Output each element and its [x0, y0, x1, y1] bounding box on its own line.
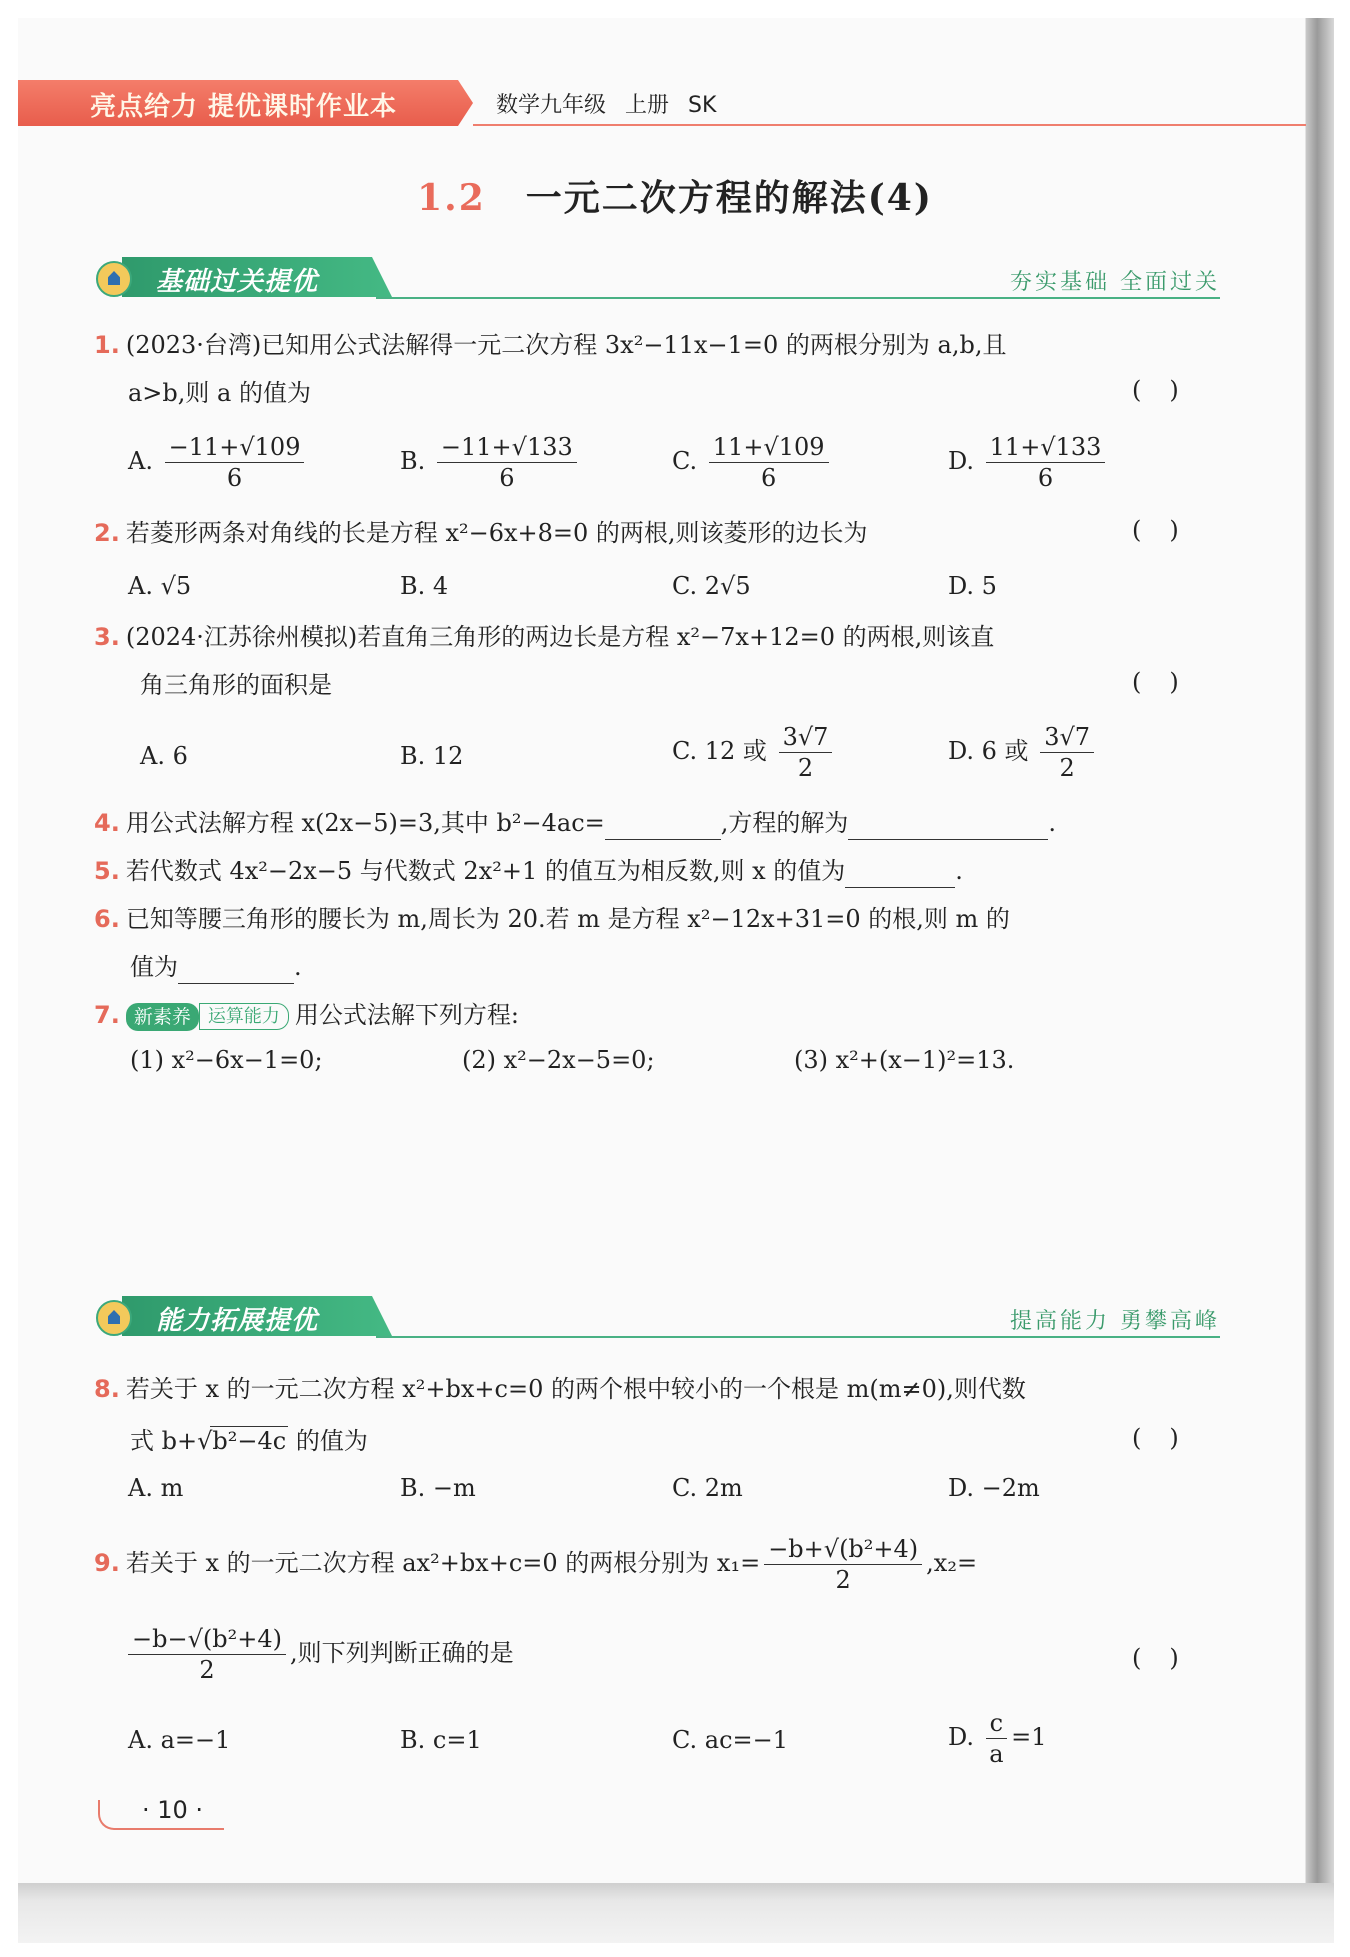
- denominator: a: [989, 1740, 1004, 1768]
- question-text: .: [955, 857, 963, 885]
- denominator: 2: [1059, 754, 1075, 782]
- fraction-x2: [128, 1624, 286, 1685]
- option-a: [128, 432, 308, 493]
- header-rule: [473, 124, 1306, 126]
- question-7: [94, 998, 1224, 1032]
- book-spine-shadow: [1306, 18, 1334, 1908]
- question-text: 式 b+: [130, 1427, 198, 1455]
- question-5: [94, 854, 1224, 888]
- numerator: −11+√133: [437, 432, 577, 463]
- numerator: c: [986, 1708, 1007, 1739]
- answer-blank[interactable]: [848, 814, 1048, 840]
- option-letter: B.: [400, 447, 426, 475]
- sub-question-3: (3) x²+(x−1)²=13.: [794, 1046, 1015, 1074]
- sub-question-2: (2) x²−2x−5=0;: [462, 1046, 655, 1074]
- option-d: [948, 1708, 1047, 1769]
- denominator: 2: [835, 1566, 851, 1594]
- advanced-section-label: 能力拓展提优: [156, 1306, 319, 1336]
- page-footer: [98, 1796, 228, 1830]
- numerator: 3√7: [779, 722, 833, 753]
- page-header: [18, 80, 1306, 126]
- header-series-title: 亮点给力 提优课时作业本: [90, 92, 398, 122]
- answer-paren: (): [1132, 1424, 1207, 1452]
- option-a: A. 6: [140, 742, 188, 770]
- option-a: A. √5: [128, 572, 192, 600]
- fraction: [165, 432, 305, 493]
- question-number: 1.: [94, 331, 120, 359]
- option-text: D. 6 或: [948, 737, 1029, 765]
- option-c: [672, 432, 833, 493]
- option-b: B. 4: [400, 572, 449, 600]
- question-text: 用公式法解方程 x(2x−5)=3,其中 b²−4ac=: [125, 809, 605, 837]
- answer-blank[interactable]: [845, 862, 955, 888]
- question-number: 5.: [94, 857, 120, 885]
- question-number: 2.: [94, 519, 120, 547]
- answer-blank[interactable]: [605, 814, 721, 840]
- question-1-line1: [94, 328, 1224, 362]
- denominator: 6: [1037, 464, 1054, 492]
- denominator: 6: [226, 464, 243, 492]
- option-a: A. m: [128, 1474, 184, 1502]
- radical-sign: √: [197, 1427, 213, 1455]
- option-b: B. c=1: [400, 1726, 482, 1754]
- footer-rule: [118, 1828, 224, 1830]
- fraction: [986, 1708, 1007, 1769]
- fraction: [986, 432, 1106, 493]
- numerator: −11+√109: [165, 432, 305, 463]
- header-subject: 数学九年级 上册 SK: [496, 93, 717, 118]
- numerator: −b+√(b²+4): [764, 1534, 922, 1565]
- question-9-line1: [94, 1534, 1224, 1595]
- question-text: 的值为: [288, 1427, 368, 1455]
- denominator: 2: [797, 754, 814, 782]
- fraction: [779, 722, 833, 783]
- question-6-line1: [94, 902, 1224, 936]
- question-8-line1: [94, 1372, 1224, 1406]
- question-text: (2023·台湾)已知用公式法解得一元二次方程 3x²−11x−1=0 的两根分别为 a,b,且: [125, 331, 1007, 359]
- option-letter: A.: [128, 447, 153, 475]
- question-text: 值为: [130, 953, 178, 981]
- section-rule: [376, 1336, 1220, 1338]
- denominator: 2: [199, 1656, 215, 1684]
- question-text: (2024·江苏徐州模拟)若直角三角形的两边长是方程 x²−7x+12=0 的两根,则该直: [125, 623, 995, 651]
- fraction: [709, 432, 829, 493]
- option-c: C. ac=−1: [672, 1726, 789, 1754]
- radicand: b²−4c: [212, 1427, 287, 1455]
- question-number: 8.: [94, 1375, 120, 1403]
- option-letter: C.: [672, 447, 698, 475]
- answer-paren: (): [1132, 516, 1207, 544]
- fraction: [1040, 722, 1094, 783]
- question-text: 已知等腰三角形的腰长为 m,周长为 20.若 m 是方程 x²−12x+31=0 的根,则 m 的: [125, 905, 1010, 933]
- option-a: A. a=−1: [128, 1726, 231, 1754]
- option-d: D. −2m: [948, 1474, 1040, 1502]
- sub-question-1: (1) x²−6x−1=0;: [130, 1046, 323, 1074]
- numerator: 3√7: [1040, 722, 1094, 753]
- option-b: [400, 432, 581, 493]
- answer-paren: (): [1132, 1644, 1207, 1672]
- advanced-section-slogan: 提高能力 勇攀高峰: [1010, 1309, 1220, 1334]
- question-1-line2: a>b,则 a 的值为: [128, 379, 311, 407]
- question-8-line2: [130, 1424, 1260, 1458]
- question-text: ,方程的解为: [720, 809, 849, 837]
- question-text: .: [1048, 809, 1057, 837]
- numerator: −b−√(b²+4): [128, 1624, 286, 1655]
- basic-section-banner: [96, 255, 1220, 305]
- question-text: 若代数式 4x²−2x−5 与代数式 2x²+1 的值互为相反数,则 x 的值为: [125, 857, 846, 885]
- option-c: [672, 722, 836, 783]
- section-rule: [376, 297, 1220, 299]
- page-title: [0, 170, 1350, 221]
- option-b: B. 12: [400, 742, 464, 770]
- section-number: 1.2: [417, 177, 486, 219]
- option-d: D. 5: [948, 572, 997, 600]
- numerator: 11+√109: [709, 432, 829, 463]
- section-title: 一元二次方程的解法(4): [525, 177, 933, 219]
- page-number: · 10 ·: [142, 1796, 204, 1824]
- question-number: 4.: [94, 809, 120, 837]
- answer-paren: (): [1132, 668, 1207, 696]
- fraction-x1: [764, 1534, 922, 1595]
- question-text: 若菱形两条对角线的长是方程 x²−6x+8=0 的两根,则该菱形的边长为: [125, 519, 868, 547]
- option-letter: D.: [948, 447, 975, 475]
- question-number: 7.: [94, 1001, 120, 1029]
- answer-blank[interactable]: [178, 958, 294, 984]
- option-c: C. 2√5: [672, 572, 751, 600]
- option-text: C. 12 或: [672, 737, 767, 765]
- question-number: 9.: [94, 1549, 120, 1577]
- question-3-line2: 角三角形的面积是: [140, 671, 332, 699]
- option-c: C. 2m: [672, 1474, 743, 1502]
- question-9-line2: [128, 1624, 1258, 1685]
- house-icon: [96, 261, 132, 297]
- option-b: B. −m: [400, 1474, 476, 1502]
- basic-section-slogan: 夯实基础 全面过关: [1010, 270, 1220, 295]
- answer-paren: (): [1132, 376, 1207, 404]
- basic-section-label: 基础过关提优: [156, 267, 319, 297]
- fraction: [437, 432, 577, 493]
- sprout-icon: [96, 1300, 132, 1336]
- new-literacy-badge: 新素养: [126, 1003, 199, 1031]
- question-2: [94, 516, 1224, 550]
- question-6-line2: [130, 950, 1260, 984]
- question-text: 若关于 x 的一元二次方程 ax²+bx+c=0 的两根分别为 x₁=: [125, 1549, 761, 1577]
- question-4: [94, 806, 1224, 840]
- question-number: 6.: [94, 905, 120, 933]
- denominator: 6: [499, 464, 515, 492]
- skill-badge: 运算能力: [199, 1003, 289, 1030]
- option-d: [948, 432, 1109, 493]
- footer-ornament: [98, 1800, 128, 1830]
- advanced-section-banner: [96, 1294, 1220, 1344]
- option-letter: D.: [948, 1723, 975, 1751]
- numerator: 11+√133: [986, 432, 1106, 463]
- option-d: [948, 722, 1098, 783]
- question-3-line1: [94, 620, 1224, 654]
- option-text: =1: [1011, 1723, 1047, 1751]
- denominator: 6: [761, 464, 777, 492]
- question-number: 3.: [94, 623, 120, 651]
- question-text: ,x₂=: [926, 1549, 978, 1577]
- question-text: 若关于 x 的一元二次方程 x²+bx+c=0 的两个根中较小的一个根是 m(m≠0),则代数: [125, 1375, 1026, 1403]
- question-text: .: [294, 953, 302, 981]
- question-text: 用公式法解下列方程:: [294, 1001, 519, 1029]
- question-text: ,则下列判断正确的是: [289, 1639, 514, 1667]
- bottom-shadow: [18, 1883, 1334, 1943]
